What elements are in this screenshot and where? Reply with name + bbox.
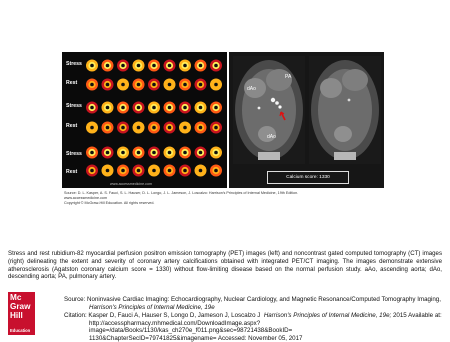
pet-stress-row-1: [84, 58, 224, 73]
citation-source: [64, 296, 444, 311]
row-label-rest-2: Rest: [66, 123, 78, 129]
pet-slice-thumbnail: [148, 147, 160, 159]
logo-line-2: Graw: [10, 301, 31, 311]
pet-slice-thumbnail: [210, 147, 222, 159]
calcium-score-label: Calcium score: 1330: [267, 171, 349, 184]
logo-line-4: Education: [10, 328, 31, 333]
pet-rest-row-3: [84, 163, 224, 178]
pet-slice-thumbnail: [179, 165, 191, 177]
pet-slice-thumbnail: [133, 122, 145, 134]
pet-slice-thumbnail: [86, 102, 98, 114]
pet-stress-row-3: [84, 145, 224, 160]
logo-line-3: Hill: [10, 310, 23, 320]
row-label-rest-1: Rest: [66, 80, 78, 86]
pet-slice-thumbnail: [102, 122, 114, 134]
pet-slice-thumbnail: [117, 60, 129, 72]
pet-images-panel: [62, 52, 227, 188]
pet-slice-thumbnail: [133, 147, 145, 159]
pet-slice-thumbnail: [179, 147, 191, 159]
pet-slice-thumbnail: [86, 165, 98, 177]
pet-slice-thumbnail: [164, 122, 176, 134]
pet-slice-thumbnail: [179, 60, 191, 72]
pet-slice-thumbnail: [133, 102, 145, 114]
ct-label-dao-1: dAo: [247, 86, 256, 92]
pet-slice-thumbnail: [179, 122, 191, 134]
figure-source-line-2: www.accessmedicine.com: [64, 196, 108, 200]
pet-slice-thumbnail: [164, 102, 176, 114]
pet-slice-thumbnail: [117, 102, 129, 114]
pet-slice-thumbnail: [164, 165, 176, 177]
pet-slice-thumbnail: [195, 79, 207, 91]
pet-slice-thumbnail: [133, 60, 145, 72]
ct-images-panel: [229, 52, 384, 188]
pet-slice-thumbnail: [102, 102, 114, 114]
row-label-stress-1: Stress: [66, 61, 82, 67]
pet-slice-thumbnail: [164, 60, 176, 72]
pet-slice-thumbnail: [210, 79, 222, 91]
figure-web-url: www.accessmedicine.com: [110, 182, 152, 186]
row-label-stress-3: Stress: [66, 151, 82, 157]
pet-slice-thumbnail: [195, 165, 207, 177]
pet-slice-thumbnail: [86, 122, 98, 134]
ct-label-pa: PA: [285, 74, 292, 80]
pet-slice-thumbnail: [148, 122, 160, 134]
pet-slice-thumbnail: [133, 79, 145, 91]
pet-slice-thumbnail: [179, 79, 191, 91]
pet-slice-thumbnail: [210, 122, 222, 134]
pet-rest-row-2: [84, 120, 224, 135]
citation-book: Harrison's Principles of Internal Medicine, 19e;: [263, 312, 392, 319]
pet-slice-thumbnail: [133, 165, 145, 177]
pet-slice-thumbnail: [86, 60, 98, 72]
ct-slice-right: [309, 56, 381, 164]
pet-slice-thumbnail: [210, 102, 222, 114]
citation-source-book: Harrison's Principles of Internal Medicine, 19e: [89, 303, 215, 311]
citation-suffix: 2015 Available at:: [392, 312, 442, 319]
pet-slice-thumbnail: [195, 147, 207, 159]
figure-copyright: Copyright © McGraw-Hill Education. All rights reserved.: [64, 201, 155, 205]
pet-slice-thumbnail: [195, 60, 207, 72]
figure-caption: Stress and rest rubidium-82 myocardial perfusion positron emission tomography (PET) images (left) and noncontrast gated computed tomography (CT) images (right) delineating the extent and severity of coronary artery calcifications obtained with integrated PET/CT imaging. The images demonstrate extensive atherosclerosis (Agatston coronary calcium score = 1330) without flow-limiting disease based on the normal perfusion study. aAo, ascending aorta; dAo, descending aorta; PA, pulmonary artery.: [8, 250, 442, 281]
pet-slice-thumbnail: [102, 60, 114, 72]
figure-source-line-1: Source: D. L. Kasper, A. S. Fauci, S. L. Hauser, D. L. Longo, J. L. Jameson, J. Loscalzo: Harrison's Principles of Internal Medicine, 19th Edition.: [64, 191, 299, 195]
pet-rest-row-1: [84, 77, 224, 92]
pet-slice-thumbnail: [148, 102, 160, 114]
pet-slice-thumbnail: [164, 79, 176, 91]
figure: [62, 52, 384, 211]
pet-slice-thumbnail: [117, 165, 129, 177]
pet-slice-thumbnail: [102, 79, 114, 91]
pet-slice-thumbnail: [148, 79, 160, 91]
citation-source-text: Source: Noninvasive Cardiac Imaging: Echocardiography, Nuclear Cardiology, and Magnetic Resonance/Computed Tomography Imaging,: [64, 296, 441, 303]
pet-slice-thumbnail: [148, 60, 160, 72]
logo-line-1: Mc: [10, 293, 22, 302]
pet-slice-thumbnail: [210, 60, 222, 72]
pet-slice-thumbnail: [179, 102, 191, 114]
ct-label-dao-2: dAo: [267, 134, 276, 140]
pet-stress-row-2: [84, 100, 224, 115]
pet-slice-thumbnail: [164, 147, 176, 159]
row-label-rest-3: Rest: [66, 169, 78, 175]
pet-slice-thumbnail: [102, 165, 114, 177]
row-label-stress-2: Stress: [66, 103, 82, 109]
citation-prefix: Citation: Kasper D, Fauci A, Hauser S, Longo D, Jameson J, Loscalzo J: [64, 312, 261, 319]
figure-source: [64, 191, 382, 206]
pet-slice-thumbnail: [86, 79, 98, 91]
pet-slice-thumbnail: [117, 122, 129, 134]
pet-slice-thumbnail: [117, 79, 129, 91]
pet-slice-thumbnail: [86, 147, 98, 159]
ct-slice-left: [233, 56, 305, 164]
pet-slice-thumbnail: [117, 147, 129, 159]
citation-url-line-1[interactable]: http://accesspharmacy.mhmedical.com/DownloadImage.aspx?image=/data/Books/1130/kas_ch270e_f011.png&sec=98721438&BookID=: [89, 319, 293, 335]
pet-slice-thumbnail: [210, 165, 222, 177]
pet-slice-thumbnail: [195, 122, 207, 134]
mcgraw-hill-education-logo: [8, 292, 35, 335]
citation-url-line-2: 1130&ChapterSecID=79741825&imagename= Accessed: November 05, 2017: [89, 334, 303, 342]
pet-slice-thumbnail: [195, 102, 207, 114]
pet-slice-thumbnail: [148, 165, 160, 177]
pet-slice-thumbnail: [102, 147, 114, 159]
